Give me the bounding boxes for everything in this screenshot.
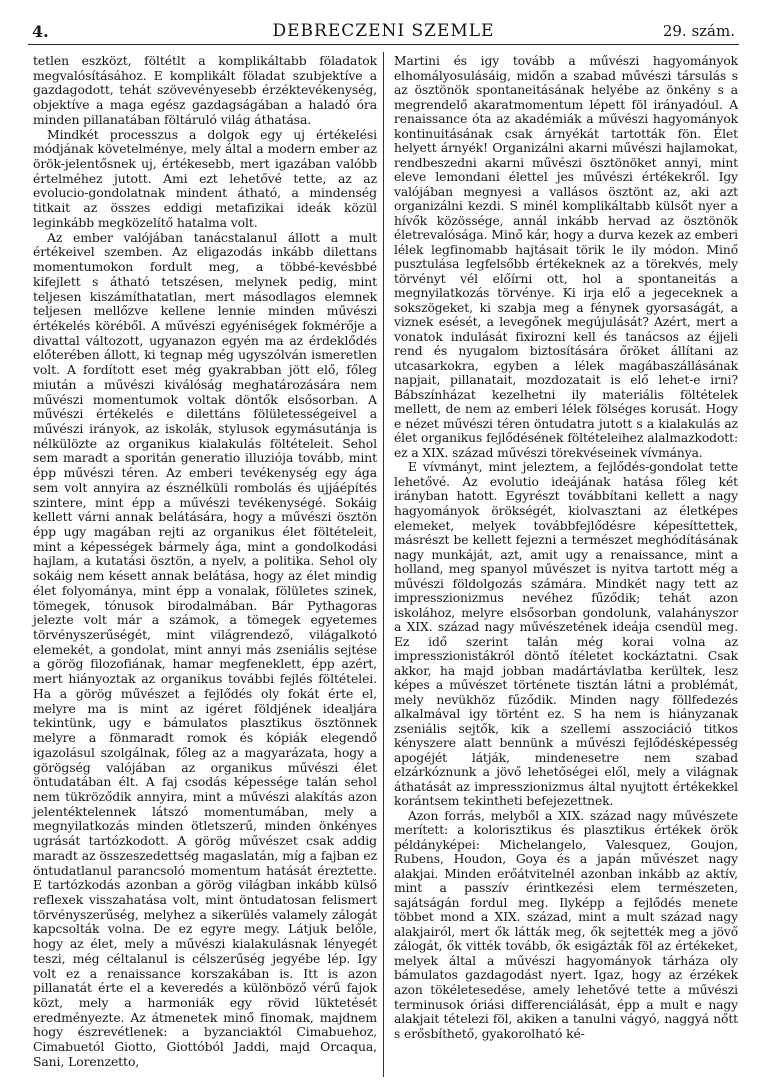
column-divider bbox=[383, 52, 384, 1077]
page-number: 4. bbox=[32, 22, 49, 41]
paragraph: Azon forrás, melyből a XIX. század nagy művészete merített: a kolorisztikus és plasztikus értékek örök példányképei: Michelangelo, Valesquez, Goujon, Rubens, Houdon, Goya és a japán művészet nagy alakjai. Minden erőátvitelnél azonban inkább az aktív, mint a passzív érintkezési elem természeten, sajátságán fordul meg. Ilyképp a fejlődés menete többet mond a XIX. század, mint a mult század nagy alakjairól, mert ők látták meg, ők sejtették meg a jövő zálogát, ők vitték tovább, ők esigázták föl az értékeket, melyek által a művészi hagyományok tárháza oly bámulatos gazdagodást nyert. Igaz, hogy az érzékek azon tökéletesedése, amely lehetővé tette a művészi terminusok óriási differenciálását, épp a mult e nagy alakjait tételezi föl, akiken a tanulni vágyó, naggyá nőtt s erősbíthető, gyakorolható ké- bbox=[394, 808, 738, 1041]
paragraph: Mindkét processzus a dolgok egy uj értékelési módjának követelménye, mely által a modern ember az örök-jelentősnek uj, értékesebb, mert igazában valóbb értelméhez jutott. Ami ezt lehetővé tette, az az evolucio-gondolatnak mindent átható, a mindenség titkait az összes eddigi metafizikai ideák közül leginkább megközelítő hatalma volt. bbox=[33, 126, 377, 230]
left-column bbox=[33, 54, 377, 1070]
paragraph: E vívmányt, mint jeleztem, a fejlődés-gondolat tette lehetővé. Az evolutio ideájának hatása főleg két irányban hatott. Egyrészt továbbítani kellett a nagy hagyományok örökségét, kiolvasztani az életképes elemeket, melyek továbbfejlődésre képesíttettek, másrészt be kellett fejezni a természet meghódításának nagy munkáját, azt, amit ugy a renaissance, mint a holland, meg spanyol művészet is nyitva tartott még a művészi földolgozás számára. Mindkét nagy tett az impresszionizmus nevéhez fűződik; tehát azon iskolához, melyre elsősorban gondolunk, valahányszor a XIX. század nagy művészetének ideája csendül meg. Ez idő szerint talán még korai volna az impresszionistákról döntő ítéletet kockáztatni. Csak akkor, ha majd jobban madártávlatba kerültek, lesz képes a művészet története tisztán látni a problémát, mely nevükhöz fűződik. Minden nagy föllfedezés alkalmával igy történt ez. S ha nem is hiányzanak zseniális sejtők, kik a szellemi asszociáció titkos kényszere alatt bennünk a művészi fejlődésképesség apogéjét látják, mindenesetre nem szabad elzárkóznunk a jövő lehetőségei elől, mely a világnak áthatását az impresszionizmus által nyujtott értékekkel korántsem tekintheti befejezettnek. bbox=[394, 460, 738, 809]
paragraph: Az ember valójában tanácstalanul állott a mult értékeivel szemben. Az eligazodás inkább dilettans momentumokon fordult meg, a többé-kevésbbé kifejlett s átható tetszésen, melynek pedig, mint teljesen kiszámíthatatlan, mert másodlagos elemnek teljesen mellőzve kellene lennie minden művészi értékelés köréből. A művészi egyéniségek fokmérője a divattal változott, ugyanazon egyén ma az érdeklődés előterében állott, ki tegnap még ugyszólván ismeretlen volt. A fordított eset még gyakrabban jött elő, főleg miután a művészi kiválóság meghatározására nem művészi momentumok voltak döntők elsősorban. A művészi értékelés e dilettáns fölületességeivel a művészi irányok, az iskolák, stylusok egymásutánja is nélkülözte az organikus kialakulás föltételeit. Sehol sem maradt a sporitán generatio illuziója tovább, mint épp művészi téren. Az emberi tevékenység egy ága sem volt annyira az észnélküli rombolás és ujjáépítés szintere, mint épp a művészi tevékenységé. Sokáig kellett várni annak belátására, hogy a művészi ösztön épp ugy magában rejti az organikus élet föltételeit, mint a képességek bármely ága, mint a gondolkodási hajlam, a kutatási ösztön, a nyelv, a politika. Sehol oly sokáig nem késett annak belátása, hogy az élet mindig élet folyománya, mint épp a vonalak, fölületes szinek, tömegek, tónusok birodalmában. Bár Pythagoras jelezte volt már a számok, a tömegek egyetemes törvényszerűségét, mint világrendező, világalkotó elemekét, a gondolat, mint annyi más zseniális sejtése a görög filozofiának, hamar megfeneklett, épp azért, mert hiányoztak az organikus további fejlés föltételei. Ha a görög művészet a fejlődés oly fokát érte el, melyre ma is mint az igéret földjének idealjára tekintünk, ugy e bámulatos plasztikus ösztönnek melyre a fönmaradt romok és kópiák elegendő igazolásul szolgálnak, főleg az a magyarázata, hogy a görögség valójában az organikus művészi élet öntudatában élt. A faj csodás képessége talán sehol nem tükröződik annyira, mint a művészi alakítás azon jelentéktelennek látszó momentumában, mely a megnyilatkozás minden ötletszerű, minden önkényes ugrását tartózkodott. A görög művészet csak addig maradt az összeszedettség magaslatán, míg a fajban ez öntudatlanul parancsoló momentum hatását éreztette. E tartózkodás azonban a görög világban inkább külső reflexek visszahatása volt, mint öntudatosan felismert törvényszerűség, melyhez a sikerülés valamely zálogát kapcsolták volna. De ez egyre megy. Látjuk belőle, hogy az élet, mely a művészi kialakulásnak lényegét teszi, még céltalanul is célszerűség jegyébe lép. Igy volt ez a renaissance korszakában is. Itt is azon pillanatát érte el a keveredés a különböző vérű fajok közt, mely a harmoniák egy rövid lüktetését eredményezte. Az átmenetek minő finomak, majdnem hogy észrevétlenek: a byzanciaktól Cimabuehoz, Cimabuetól Giotto, Giottóból Jaddi, majd Orcaqua, Sani, Lorenzetto, bbox=[33, 229, 377, 1069]
right-column bbox=[394, 54, 738, 1041]
paragraph: tetlen eszközt, föltétlt a komplikáltabb föladatok megvalósításához. E komplikált föladat szubjektíve a gazdagodott, tehát szövevényesebb érzéktevékenység, objektíve a maga egész gazdagságában a haladó óra minden pillanatában föltáruló világ áthatása. bbox=[33, 53, 377, 127]
journal-title: DEBRECZENI SZEMLE bbox=[272, 21, 495, 41]
issue-number: 29. szám. bbox=[662, 22, 735, 40]
page-header bbox=[28, 16, 739, 45]
paragraph: Martini és igy tovább a művészi hagyományok elhomályosulásáig, midőn a szabad művészi társulás s az ösztönök spontaneitásának helyébe az önkény s a megrendelő akaratmomentum lépett föl irányadóul. A renaissance óta az akadémiák a művészi hagyományok kontinuitásának csak árnyékát tartották fön. Élet helyett árnyék! Organizálni akarni művészi hajlamokat, rendbeszedni akarni művészi ösztönöket annyi, mint eleve lemondani élettel jes művészi értékekről. Igy valójában megnyesi a vallásos ösztönt az, aki azt organizálni kezdi. S minél komplikáltabb külsőt nyer a hívők közössége, annál inkább hervad az ösztönök életrevalósága. Minő kár, hogy a durva kezek az emberi lélek legfinomabb hajtásait törik le ily módon. Minő pusztulása legfelsőbb értékeknek az a törekvés, mely törvényt vél előírni ott, hol a spontaneitás a megnyilatkozás törvénye. Ki irja elő a jegeceknek a sokszögeket, ki szabja meg a fénynek gyorsaságát, a viznek esését, a levegőnek megújulását? Azért, mert a vonatok indulását fixirozni kell és tanácsos az éjjeli rend és nyugalom biztosítására őröket állítani az utcasarkokra, egyben a lélek magábaszállásának napjait, pillanatait, mozdozatait is elő lehet-e irni? Bábszínházat kezelhetni ily materiális föltételek mellett, de nem az emberi lélek fölséges korusát. Hogy e nézet művészi téren öntudatra jutott s a kialakulás az élet organikus fejlődésének föltételeihez alalmazkodott: ez a XIX. század művészi törekvéseinek vívmánya. bbox=[394, 54, 738, 460]
